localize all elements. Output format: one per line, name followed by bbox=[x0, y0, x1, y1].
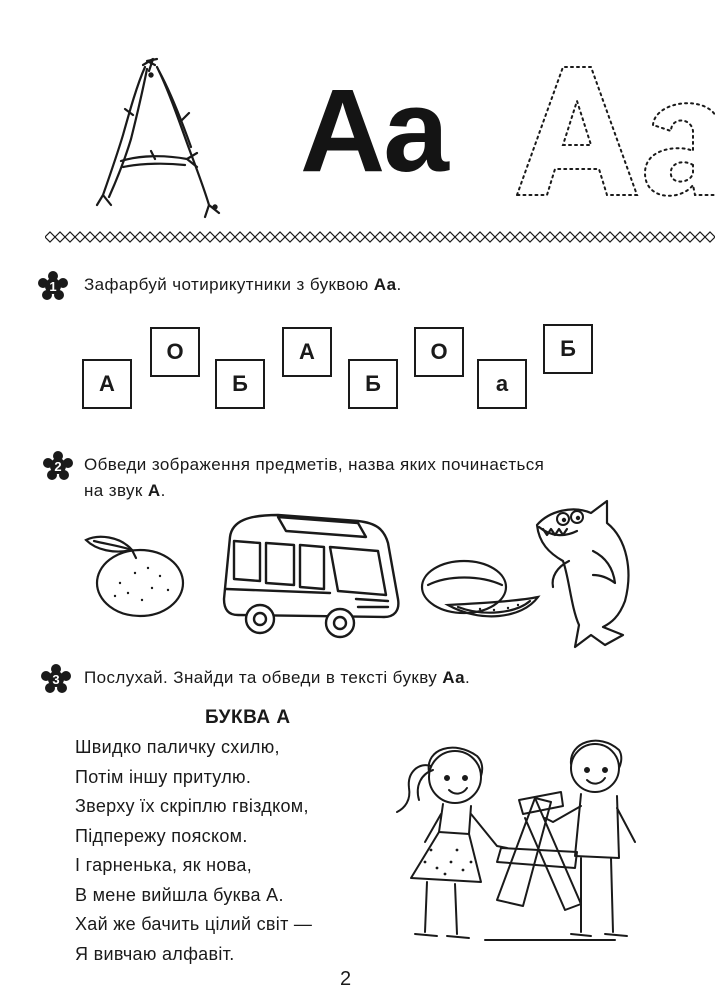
poem-line[interactable]: В мене вийшла буква А. bbox=[75, 884, 284, 905]
orange-picture[interactable] bbox=[80, 528, 190, 618]
big-letters-aa: Aa bbox=[300, 65, 447, 197]
letter-box[interactable]: Б bbox=[348, 359, 398, 409]
letter-box[interactable]: а bbox=[477, 359, 527, 409]
task-1-instruction: Зафарбуй чотирикутники з буквою Аа. bbox=[84, 275, 402, 294]
task-2-instruction-line-1: Обведи зображення предметів, назва яких починається bbox=[84, 455, 545, 474]
decorative-border-line bbox=[45, 230, 715, 244]
task-2-number-badge bbox=[43, 451, 73, 481]
letter-box[interactable]: Б bbox=[215, 359, 265, 409]
poem-line[interactable]: І гарненька, як нова, bbox=[75, 855, 252, 875]
letter-box[interactable]: А bbox=[282, 327, 332, 377]
poem-line[interactable]: Хай же бачить цілий світ — bbox=[75, 914, 313, 934]
page-number: 2 bbox=[340, 968, 352, 990]
letter-box[interactable]: О bbox=[150, 327, 200, 377]
task-1-number-badge bbox=[38, 271, 68, 301]
task-3-instruction: Послухай. Знайди та обведи в тексті букву Аа. bbox=[84, 668, 471, 687]
letter-box[interactable]: А bbox=[82, 359, 132, 409]
poem-line[interactable]: Підпережу пояском. bbox=[75, 825, 248, 846]
letter-box[interactable]: Б bbox=[543, 324, 593, 374]
bus-picture[interactable] bbox=[218, 507, 403, 642]
letter-box[interactable]: О bbox=[414, 327, 464, 377]
shark-picture[interactable] bbox=[533, 495, 643, 650]
poem-line[interactable]: Потім іншу притулю. bbox=[75, 766, 252, 787]
task-2-number: 2 bbox=[54, 459, 62, 474]
kids-building-letter-illustration bbox=[385, 722, 650, 955]
dotted-letters-aa[interactable] bbox=[505, 55, 715, 205]
poem-text[interactable] bbox=[75, 733, 312, 969]
dolphin-letter-a-illustration bbox=[85, 55, 235, 225]
task-3-number-badge bbox=[41, 664, 71, 694]
poem-title: БУКВА А bbox=[205, 707, 291, 728]
poem-line[interactable]: Швидко паличку схилю, bbox=[75, 737, 280, 757]
task-3-number: 3 bbox=[52, 672, 60, 687]
melon-picture[interactable] bbox=[418, 555, 543, 625]
task-2-instruction-line-2: на звук А. bbox=[84, 481, 166, 500]
poem-line[interactable]: Я вивчаю алфавіт. bbox=[75, 943, 235, 964]
task-1-number: 1 bbox=[49, 279, 57, 294]
poem-line[interactable]: Зверху їх скріплю гвіздком, bbox=[75, 796, 309, 816]
